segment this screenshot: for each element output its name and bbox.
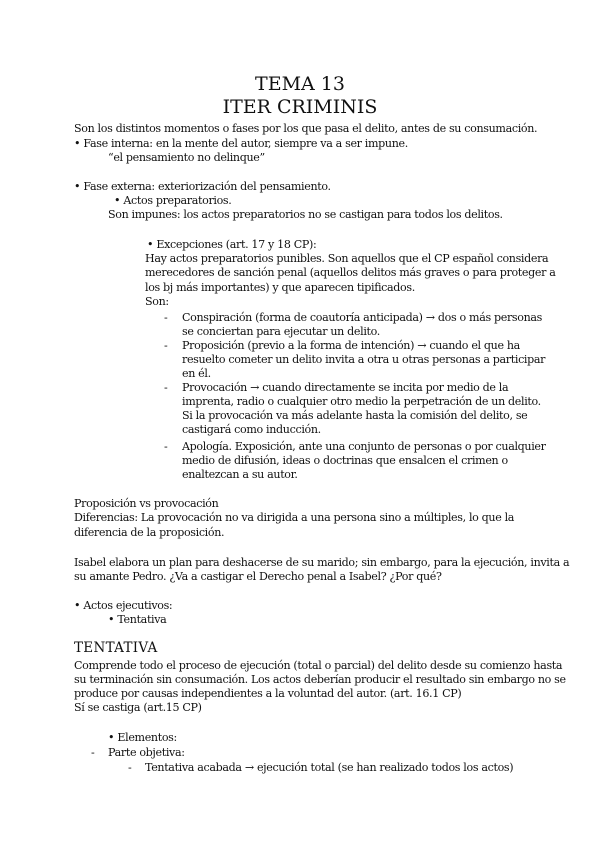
- tentativa-line: Comprende todo el proceso de ejecución (total o parcial) del delito desde su comienzo hasta: [74, 659, 563, 672]
- list-item-line: imprenta, radio o cualquier otro medio la perpetración de un delito.: [182, 395, 541, 408]
- excepciones-line: merecedores de sanción penal (aquellos delitos más graves o para proteger a: [145, 266, 556, 279]
- list-item-line: Si la provocación va más adelante hasta la comisión del delito, se: [182, 409, 528, 422]
- page-subtitle: ITER CRIMINIS: [222, 96, 378, 118]
- parte-objetiva-item: Parte objetiva:: [108, 746, 185, 759]
- excepciones-line: Hay actos preparatorios punibles. Son aquellos que el CP español considera: [145, 252, 549, 265]
- list-item-line: resuelto cometer un delito invita a otra u otras personas a participar: [182, 353, 546, 366]
- caso-line: Isabel elabora un plan para deshacerse de su marido; sin embargo, para la ejecución, invita a: [74, 556, 570, 569]
- fase-externa-item: • Fase externa: exteriorización del pensamiento.: [74, 180, 331, 193]
- caso-line: su amante Pedro. ¿Va a castigar el Derecho penal a Isabel? ¿Por qué?: [74, 570, 442, 583]
- fase-interna-quote: “el pensamiento no delinque”: [108, 151, 265, 164]
- list-item-line: medio de difusión, ideas o doctrinas que ensalcen el crimen o: [182, 454, 508, 467]
- comparacion-line: Diferencias: La provocación no va dirigida a una persona sino a múltiples, lo que la: [74, 511, 515, 524]
- list-item-line: Conspiración (forma de coautoría anticipada) → dos o más personas: [182, 311, 542, 324]
- son-label: Son:: [145, 295, 169, 308]
- list-bullet: -: [164, 381, 168, 394]
- list-item-line: Provocación → cuando directamente se incita por medio de la: [182, 381, 509, 394]
- list-bullet: -: [164, 339, 168, 352]
- tentativa-line: produce por causas independientes a la voluntad del autor. (art. 16.1 CP): [74, 687, 462, 700]
- tentativa-acabada-item: Tentativa acabada → ejecución total (se han realizado todos los actos): [145, 761, 514, 774]
- list-item-line: Apología. Exposición, ante una conjunto de personas o por cualquier: [182, 440, 546, 453]
- page-title: TEMA 13: [255, 73, 345, 95]
- list-item-line: en él.: [182, 367, 211, 380]
- list-bullet: -: [164, 440, 168, 453]
- list-item-line: se conciertan para ejecutar un delito.: [182, 325, 380, 338]
- list-bullet: -: [164, 311, 168, 324]
- actos-ejecutivos-item: • Actos ejecutivos:: [74, 599, 173, 612]
- impunes-text: Son impunes: los actos preparatorios no se castigan para todos los delitos.: [108, 208, 503, 221]
- tentativa-line: su terminación sin consumación. Los actos deberían producir el resultado sin embargo no se: [74, 673, 566, 686]
- intro-text: Son los distintos momentos o fases por los que pasa el delito, antes de su consumación.: [74, 122, 538, 135]
- fase-interna-item: • Fase interna: en la mente del autor, siempre va a ser impune.: [74, 137, 408, 150]
- elementos-item: • Elementos:: [108, 731, 177, 744]
- comparacion-line: diferencia de la proposición.: [74, 526, 225, 539]
- tentativa-line: Sí se castiga (art.15 CP): [74, 701, 202, 714]
- excepciones-item: • Excepciones (art. 17 y 18 CP):: [147, 238, 317, 251]
- actos-preparatorios-item: • Actos preparatorios.: [114, 194, 232, 207]
- list-item-line: Proposición (previo a la forma de intención) → cuando el que ha: [182, 339, 520, 352]
- excepciones-line: los bj más importantes) y que aparecen tipificados.: [145, 281, 415, 294]
- section-heading: TENTATIVA: [74, 640, 158, 656]
- list-item-line: enaltezcan a su autor.: [182, 468, 298, 481]
- comparacion-title: Proposición vs provocación: [74, 497, 219, 510]
- list-bullet: -: [128, 761, 132, 774]
- list-item-line: castigará como inducción.: [182, 423, 321, 436]
- list-bullet: -: [91, 746, 95, 759]
- tentativa-item: • Tentativa: [108, 613, 167, 626]
